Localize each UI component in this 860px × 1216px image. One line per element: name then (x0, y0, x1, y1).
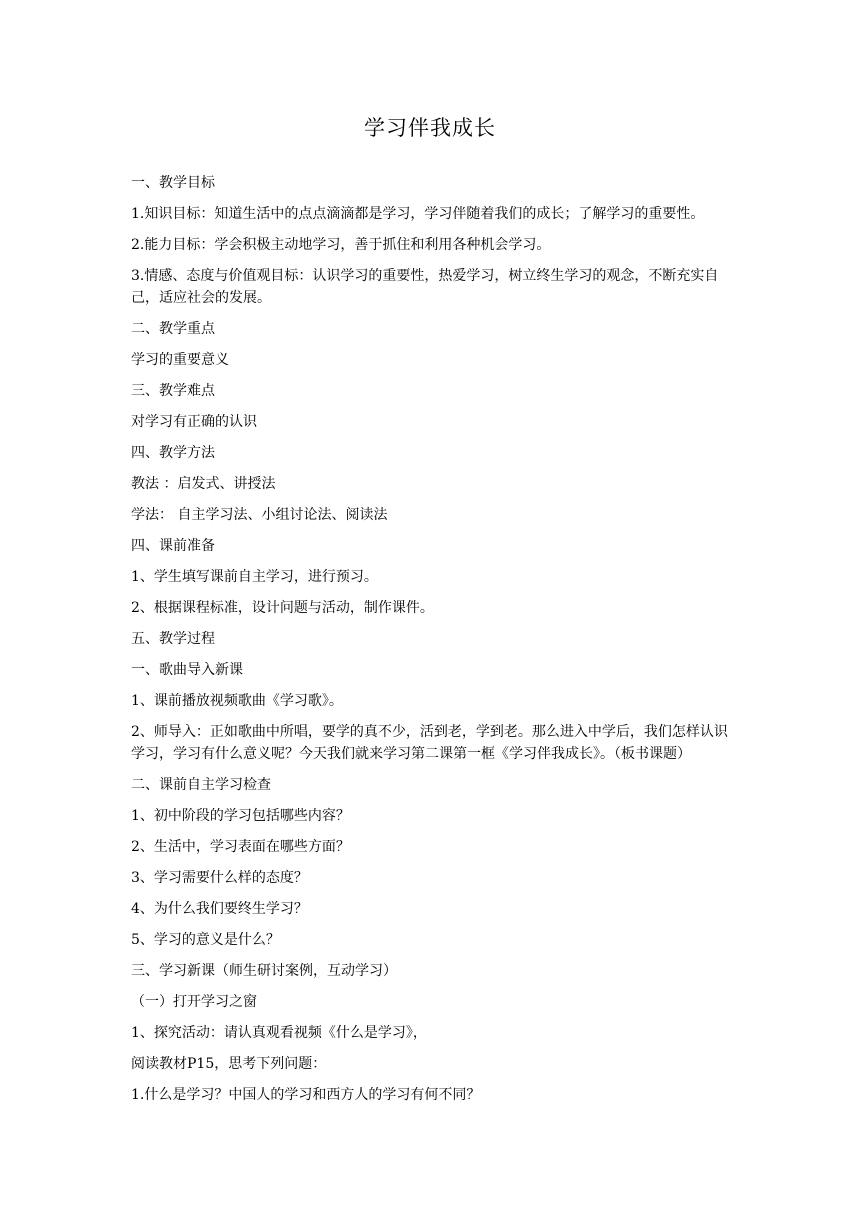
paragraph-preparation-2: 2、根据课程标准，设计问题与活动，制作课件。 (131, 600, 434, 616)
paragraph-attitude-objective: 3.情感、态度与价值观目标：认识学习的重要性，热爱学习，树立终生学习的观念，不断充实自己，适应社会的发展。 (131, 268, 719, 306)
section-heading-methods: 四、教学方法 (131, 445, 215, 461)
paragraph-song-1: 1、课前播放视频歌曲《学习歌》。 (131, 693, 343, 709)
question-4: 4、为什么我们要终生学习？ (131, 901, 308, 917)
paragraph-learning-method: 学法： 自主学习法、小组讨论法、阅读法 (131, 507, 388, 523)
question-2: 2、生活中，学习表面在哪些方面？ (131, 839, 350, 855)
paragraph-teaching-method: 教法 ：启发式、讲授法 (131, 476, 276, 492)
document-title: 学习伴我成长 (364, 116, 496, 140)
paragraph-key-point: 学习的重要意义 (131, 352, 229, 368)
subheading-self-study-check: 二、课前自主学习检查 (131, 777, 271, 793)
subheading-new-lesson: 三、学习新课（师生研讨案例，互动学习） (131, 963, 397, 979)
subheading-learning-window: （一）打开学习之窗 (131, 994, 257, 1010)
section-heading-objectives: 一、教学目标 (131, 175, 215, 191)
subheading-song-intro: 一、歌曲导入新课 (131, 662, 243, 678)
question-1: 1、初中阶段的学习包括哪些内容？ (131, 808, 350, 824)
section-heading-preparation: 四、课前准备 (131, 538, 215, 554)
question-5: 5、学习的意义是什么？ (131, 932, 280, 948)
paragraph-ability-objective: 2.能力目标：学会积极主动地学习，善于抓住和利用各种机会学习。 (131, 237, 551, 253)
question-what-is-learning: 1.什么是学习？中国人的学习和西方人的学习有何不同？ (131, 1087, 481, 1103)
question-3: 3、学习需要什么样的态度？ (131, 870, 308, 886)
section-heading-difficulties: 三、教学难点 (131, 383, 215, 399)
paragraph-teacher-intro: 2、师导入：正如歌曲中所唱，要学的真不少，活到老，学到老。那么进入中学后，我们怎样认识学习，学习有什么意义呢？今天我们就来学习第二课第一框《学习伴我成长》。（板书课题） (131, 724, 728, 762)
section-heading-key-points: 二、教学重点 (131, 321, 215, 337)
section-heading-process: 五、教学过程 (131, 631, 215, 647)
paragraph-read-textbook: 阅读教材P15，思考下列问题： (131, 1056, 327, 1072)
paragraph-explore-activity: 1、探究活动：请认真观看视频《什么是学习》， (131, 1025, 427, 1041)
paragraph-difficulty: 对学习有正确的认识 (131, 414, 257, 430)
document-body (131, 172, 731, 1115)
paragraph-preparation-1: 1、学生填写课前自主学习，进行预习。 (131, 569, 378, 585)
paragraph-knowledge-objective: 1.知识目标：知道生活中的点点滴滴都是学习，学习伴随着我们的成长；了解学习的重要性。 (131, 206, 705, 222)
